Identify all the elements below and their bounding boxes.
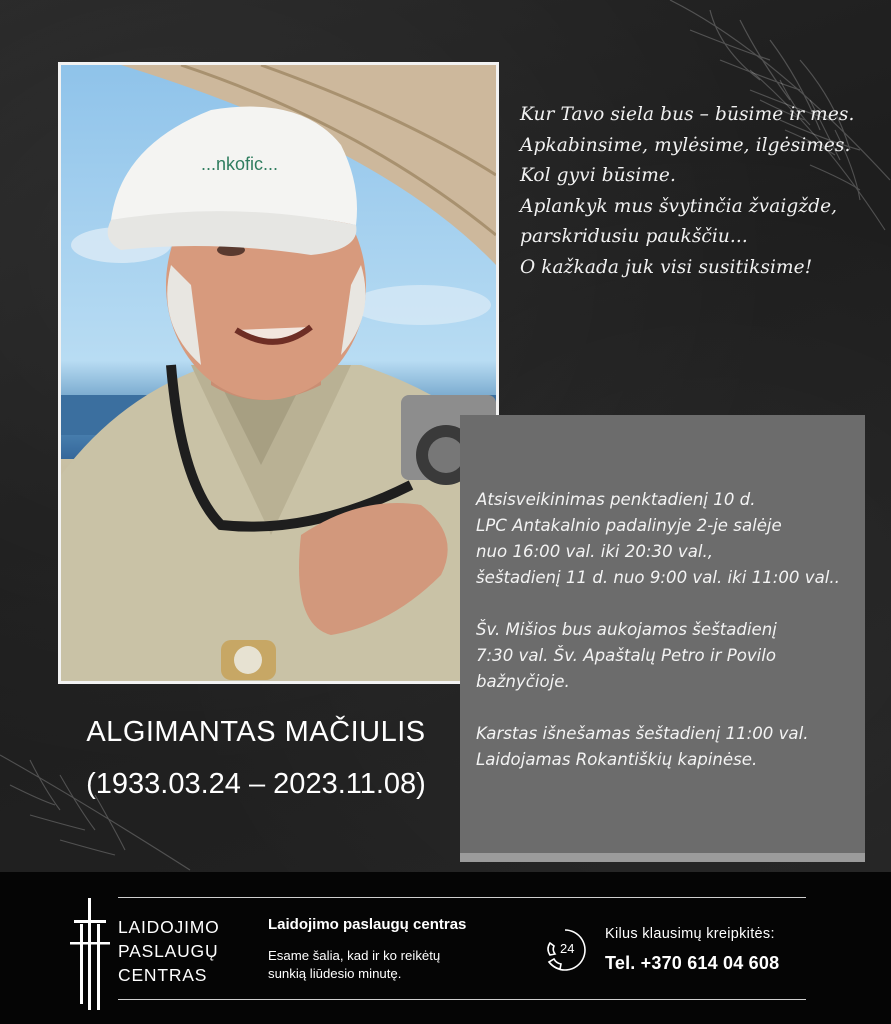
portrait-photo-frame [58,62,499,684]
info-line: Karstas išnešamas šeštadienį 11:00 val. [476,724,809,743]
mass-paragraph [476,617,851,695]
poem-line: Aplankyk mus švytinčia žvaigžde, [520,195,838,217]
burial-paragraph [476,721,851,773]
info-line: šeštadienį 11 d. nuo 9:00 val. iki 11:00 val.. [476,568,840,587]
phone-24-icon [540,925,590,975]
logo-line: CENTRAS [118,965,208,985]
poem-line: Apkabinsime, mylėsime, ilgėsimes. [520,134,851,156]
ceremony-info-panel [460,415,865,862]
slogan-line: Esame šalia, kad ir ko reikėtų [268,948,441,963]
contact-label: Kilus klausimų kreipkitės: [605,926,775,942]
leaf-decoration-icon [0,740,200,872]
cross-logo-icon [70,898,114,1010]
info-line: Atsisveikinimas penktadienį 10 d. [476,490,756,509]
info-line: Šv. Mišios bus aukojamos šeštadienį [476,620,777,639]
info-line: nuo 16:00 val. iki 20:30 val., [476,542,714,561]
company-title: Laidojimo paslaugų centras [268,916,467,933]
cap-text: ...nkofic... [201,154,279,174]
info-line: LPC Antakalnio padalinyje 2-je salėje [476,516,782,535]
slogan-line: sunkią liūdesio minutę. [268,966,402,981]
poem-line: parskridusiu paukščiu... [520,226,748,247]
poem-line: Kol gyvi būsime. [520,165,676,186]
logo-line: LAIDOJIMO [118,917,220,937]
footer-bottom-divider [118,999,806,1000]
poem [520,100,885,283]
portrait-illustration [61,65,496,681]
deceased-name: ALGIMANTAS MAČIULIS [86,716,426,748]
info-line: 7:30 val. Šv. Apaštalų Petro ir Povilo [476,646,777,665]
info-line: Laidojamas Rokantiškių kapinėse. [476,750,758,769]
farewell-paragraph [476,487,851,591]
poem-line: O kažkada juk visi susitiksime! [520,256,813,278]
phone-icon-number: 24 [560,941,575,956]
footer-top-divider [118,897,806,898]
company-logo-text [118,915,220,987]
company-slogan [268,947,440,983]
info-line: bažnyčioje. [476,672,570,691]
life-dates: (1933.03.24 – 2023.11.08) [86,768,426,800]
poem-line: Kur Tavo siela bus – būsime ir mes. [520,104,855,125]
logo-line: PASLAUGŲ [118,941,219,961]
contact-phone[interactable]: Tel. +370 614 04 608 [605,953,780,973]
portrait-photo [61,65,496,681]
